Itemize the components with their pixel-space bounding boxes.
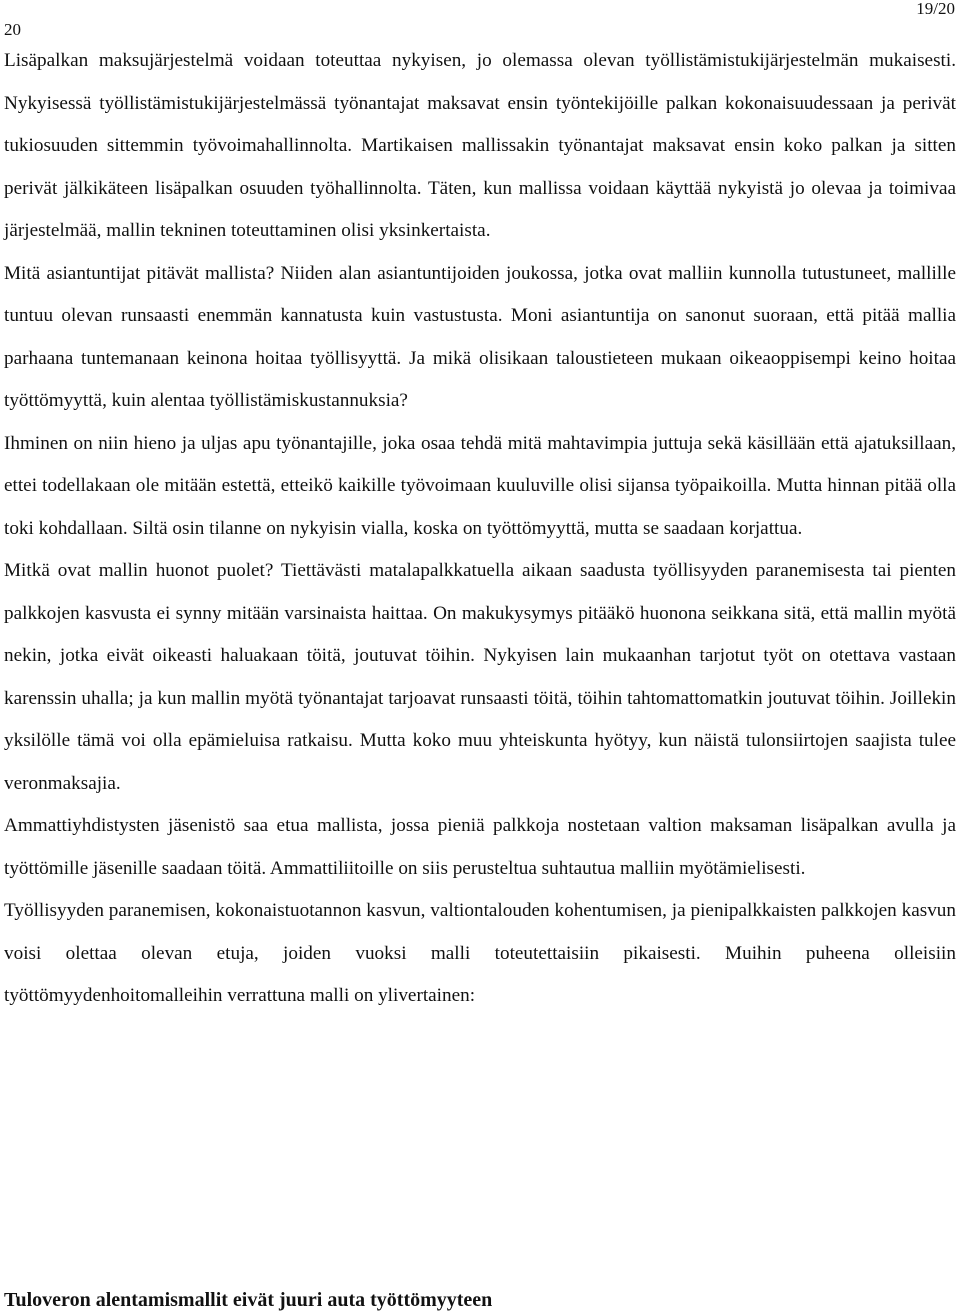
paragraph-conclusion: Työllisyyden paranemisen, kokonaistuotannon kasvun, valtiontalouden kohentumisen, ja pienipalkkaisten palkkojen kasvun voisi olettaa olevan etuja, joiden vuoksi malli toteutettaisiin pikaisesti. Muihin puheena olleisiin työttömyydenhoitomalleihin verrattuna malli on ylivertainen: (4, 900, 956, 1006)
paragraph-downsides: Mitkä ovat mallin huonot puolet? Tiettävästi matalapalkkatuella aikaan saadusta työllisyyden paranemisesta tai pienten palkkojen kasvusta ei synny mitään varsinaista haittaa. On makukysymys pitääkö huonona seikkana sitä, että mallin myötä nekin, jotka eivät oikeasti haluakaan töitä, joutuvat töihin. Nykyisen lain mukaanhan tarjotut työt on otettava vastaan karenssin uhalla; ja kun mallin myötä työnantajat tarjoavat runsaasti töitä, töihin tahtomattomatkin joutuvat töihin. Joillekin yksilölle tämä voi olla epämieluisa ratkaisu. Mutta koko muu yhteiskunta hyötyy, kun näistä tulonsiirtojen saajista tulee veronmaksajia. (4, 560, 956, 794)
paragraph-unions: Ammattiyhdistysten jäsenistö saa etua mallista, jossa pieniä palkkoja nostetaan valtion maksaman lisäpalkan avulla ja työttömille jäsenille saadaan töitä. Ammattiliitoille on siis perusteltua suhtautua malliin myötämielisesti. (4, 815, 956, 879)
page-number: 20 (4, 20, 21, 39)
document-body (4, 40, 956, 1018)
paragraph-implementation: Lisäpalkan maksujärjestelmä voidaan toteuttaa nykyisen, jo olemassa olevan työllistämistukijärjestelmän mukaisesti. Nykyisessä työllistämistukijärjestelmässä työnantajat maksavat ensin työntekijöille palkan kokonaisuudessaan ja perivät tukiosuuden sittemmin työvoimahallinnolta. Martikaisen mallissakin työnantajat maksavat ensin koko palkan ja sitten perivät jälkikäteen lisäpalkan osuuden työhallinnolta. Täten, kun mallissa voidaan käyttää nykyistä jo olevaa ja toimivaa järjestelmää, mallin tekninen toteuttaminen olisi yksinkertaista. (4, 50, 956, 241)
section-heading: Tuloveron alentamismallit eivät juuri auta työttömyyteen (4, 1289, 493, 1311)
page-counter: 19/20 (916, 0, 955, 18)
paragraph-experts: Mitä asiantuntijat pitävät mallista? Niiden alan asiantuntijoiden joukossa, jotka ovat malliin kunnolla tutustuneet, mallille tuntuu olevan runsaasti enemmän kannatusta kuin vastustusta. Moni asiantuntija on sanonut suoraan, että pitää mallia parhaana tuntemanaan keinona hoitaa työllisyyttä. Ja mikä olisikaan taloustieteen mukaan oikeaoppisempi keino hoitaa työttömyyttä, kuin alentaa työllistämiskustannuksia? (4, 262, 956, 411)
paragraph-human: Ihminen on niin hieno ja uljas apu työnantajille, joka osaa tehdä mitä mahtavimpia juttuja sekä käsillään että ajatuksillaan, ettei todellakaan ole mitään estettä, etteikö kaikille työvoimaan kuuluville olisi sijansa työpaikoilla. Mutta hinnan pitää olla toki kohdallaan. Siltä osin tilanne on nykyisin vialla, koska on työttömyyttä, mutta se saadaan korjattua. (4, 432, 956, 539)
